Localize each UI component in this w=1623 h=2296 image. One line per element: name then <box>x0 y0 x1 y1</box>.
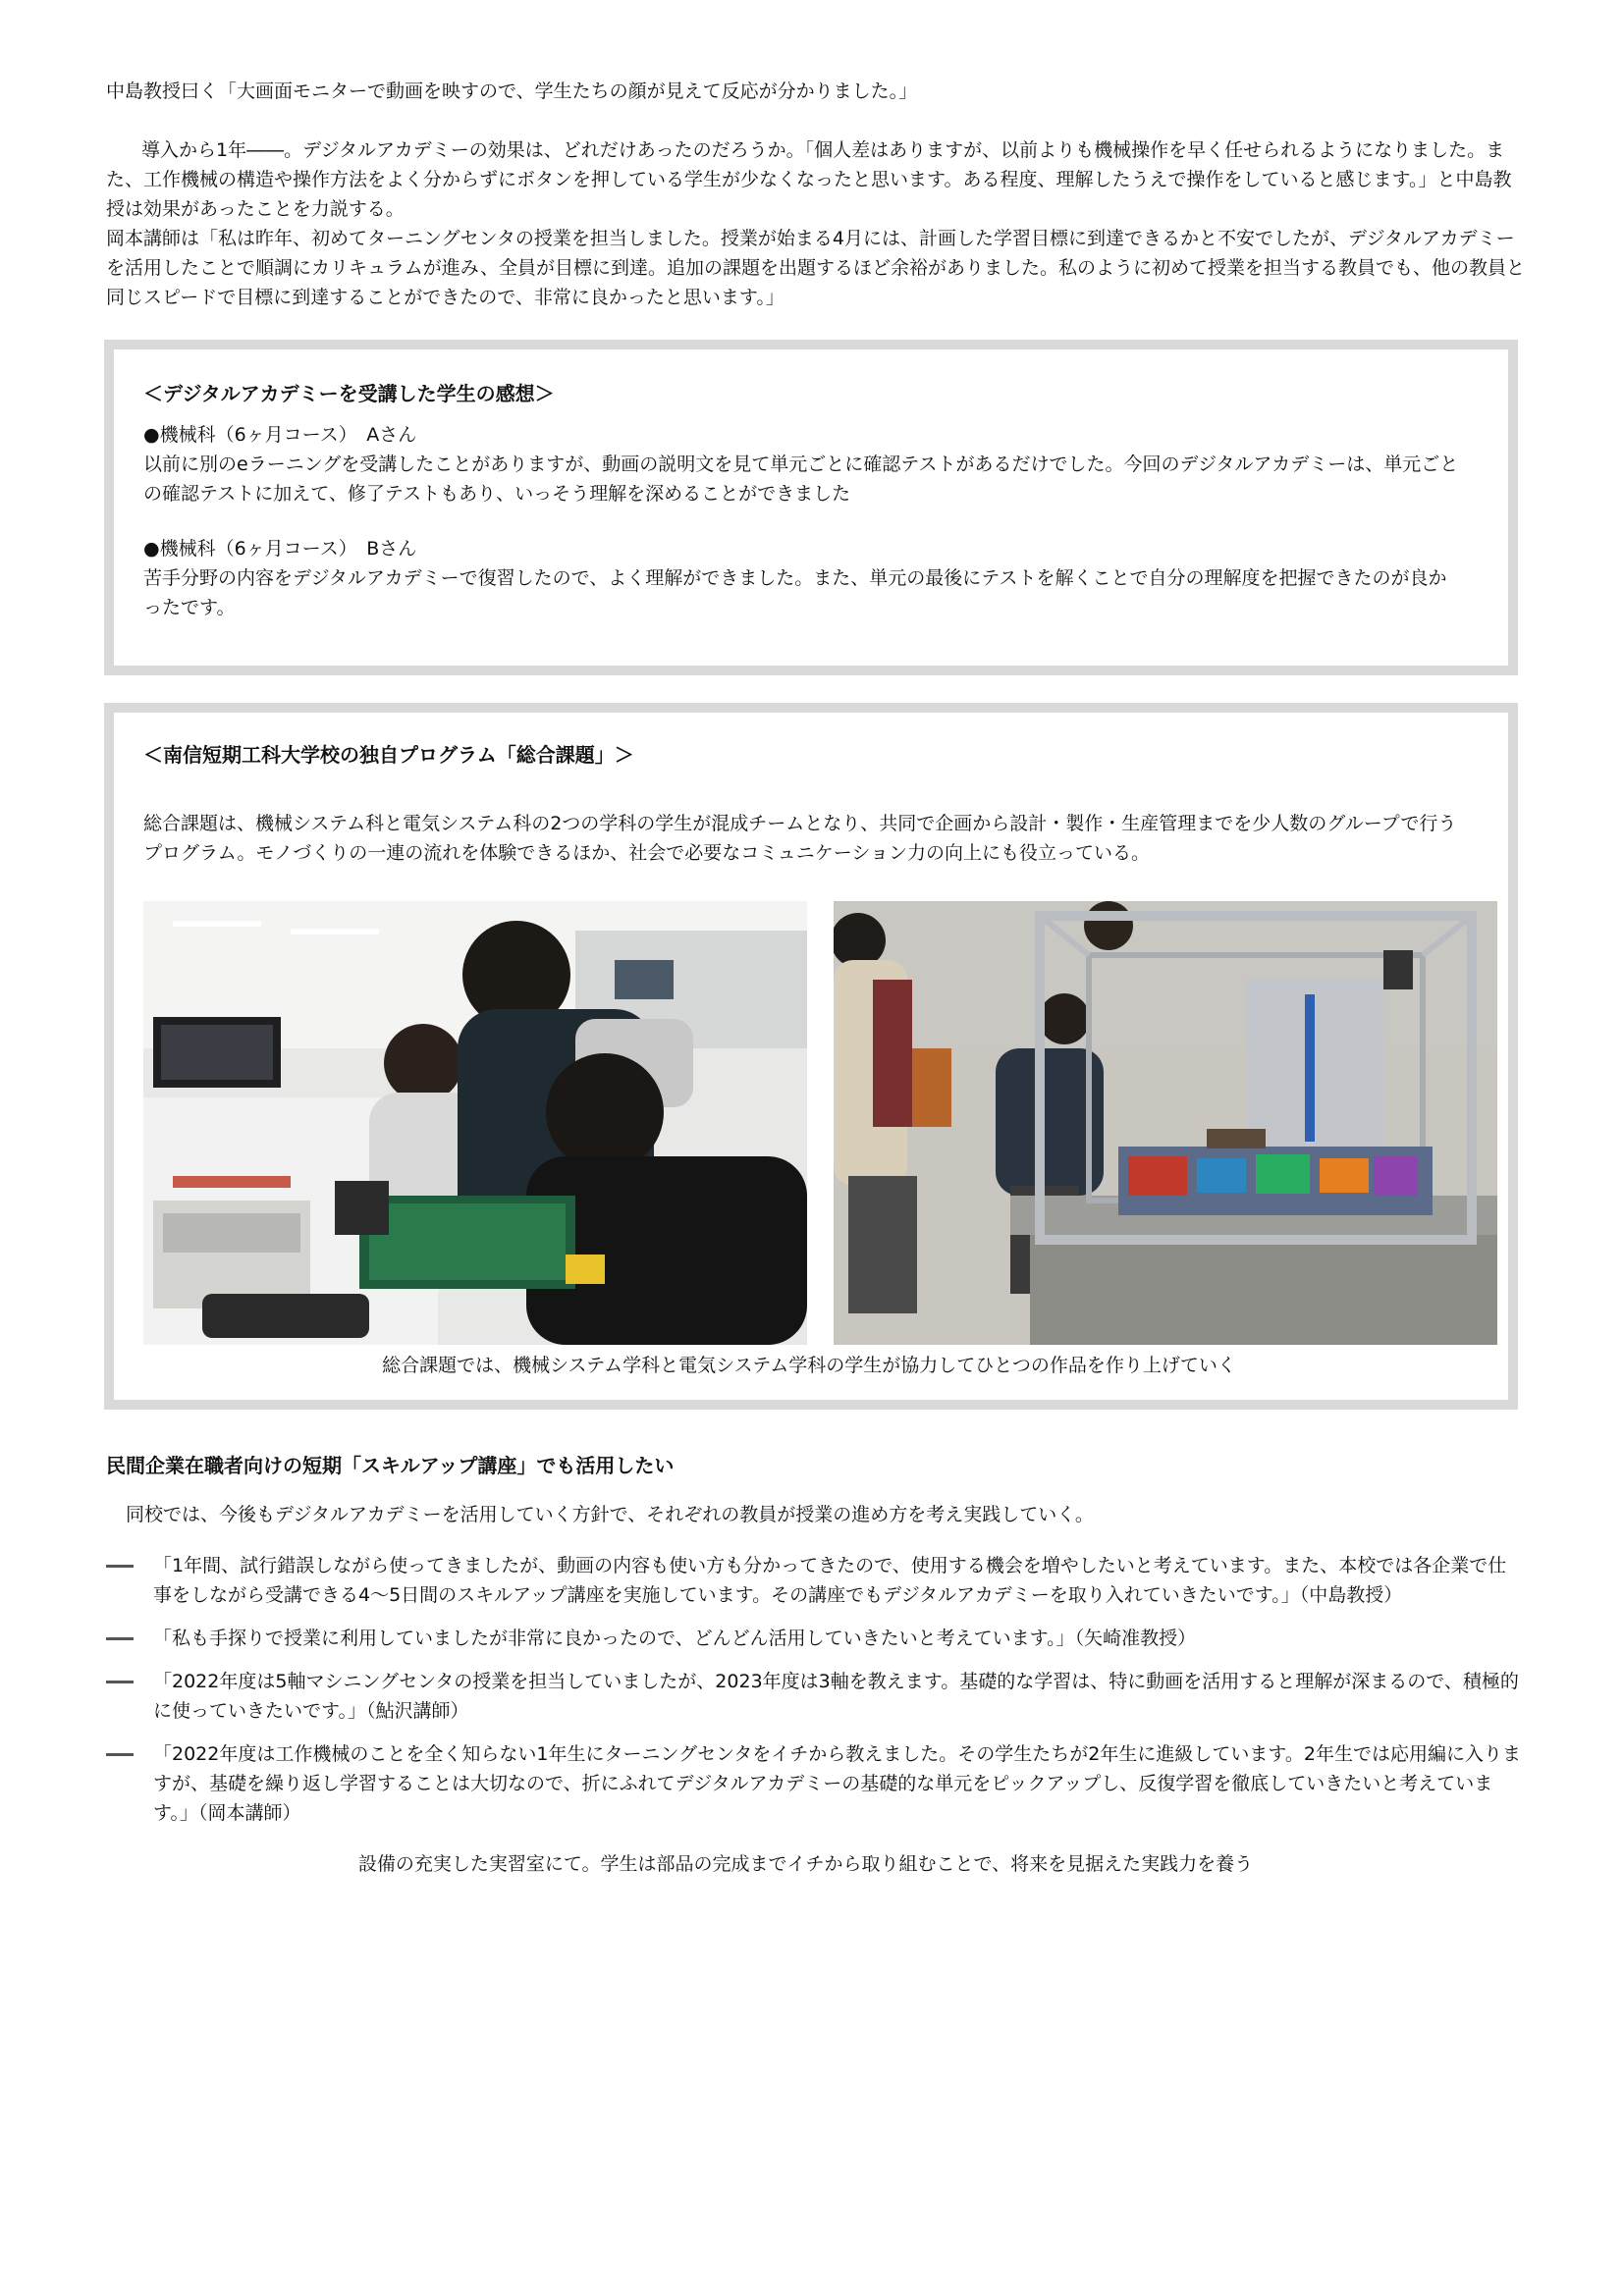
quote-text: 「1年間、試行錯誤しながら使ってきましたが、動画の内容も使い方も分かってきたので、使用する機会を増やしたいと考えています。また、本校では各企業で仕事をしながら受講できる4～5日間のスキルアップ講座を実施しています。その講座でもデジタルアカデミーを取り入れていきたいです。」（中島教授） <box>153 1555 1507 1606</box>
photo-students-working <box>143 901 807 1345</box>
skillup-lead: 同校では、今後もデジタルアカデミーを活用していく方針で、それぞれの教員が授業の進め方を考え実践していく。 <box>126 1504 1094 1525</box>
intro-paragraph-3: 岡本講師は「私は昨年、初めてターニングセンタの授業を担当しました。授業が始まる4月には、計画した学習目標に到達できるかと不安でしたが、デジタルアカデミーを活用したことで順調にカリキュラムが進み、全員が目標に到達。追加の課題を出題するほど余裕がありました。私のように初めて授業を担当する教員でも、他の教員と同じスピードで目標に到達することができたので、非常に良かったと思います。」 <box>106 228 1525 308</box>
intro-paragraph-1: 中島教授曰く「大画面モニターで動画を映すので、学生たちの顔が見えて反応が分かりました。」 <box>106 80 918 102</box>
skillup-section <box>106 1451 1525 1879</box>
skillup-title: 民間企業在職者向けの短期「スキルアップ講座」でも活用したい <box>106 1454 675 1477</box>
intro-text <box>106 77 1525 312</box>
student-impressions-box <box>104 340 1518 675</box>
teacher-quotes <box>106 1551 1525 1828</box>
impression-a <box>143 420 1465 508</box>
impression-b <box>143 534 1465 622</box>
teacher-quote <box>106 1667 1525 1726</box>
program-box <box>104 703 1518 1410</box>
dash-marker <box>106 1753 134 1756</box>
impression-b-label: ●機械科（6ヶ月コース） Bさん <box>143 538 417 560</box>
dash-marker <box>106 1637 134 1640</box>
dash-marker <box>106 1565 134 1568</box>
teacher-quote <box>106 1624 1525 1653</box>
teacher-quote <box>106 1739 1525 1828</box>
impression-a-label: ●機械科（6ヶ月コース） Aさん <box>143 424 417 446</box>
teacher-quote <box>106 1551 1525 1610</box>
bottom-caption: 設備の充実した実習室にて。学生は部品の完成までイチから取り組むことで、将来を見据えた実践力を養う <box>357 1853 1254 1875</box>
quote-text: 「私も手探りで授業に利用していましたが非常に良かったので、どんどん活用していきたいと考えています。」（矢崎准教授） <box>153 1628 1197 1649</box>
dash-marker <box>106 1681 134 1683</box>
quote-text: 「2022年度は工作機械のことを全く知らない1年生にターニングセンタをイチから教えました。その学生たちが2年生に進級しています。2年生では応用編に入りますが、基礎を繰り返し学習することは大切なので、折にふれてデジタルアカデミーの基礎的な単元をピックアップし、反復学習を徹底していきたいと考えています。」（岡本講師） <box>153 1743 1521 1824</box>
quote-text: 「2022年度は5軸マシニングセンタの授業を担当していましたが、2023年度は3軸を教えます。基礎的な学習は、特に動画を活用すると理解が深まるので、積極的に使っていきたいです。」（鮎沢講師） <box>153 1671 1519 1722</box>
intro-paragraph-2: 導入から1年――。デジタルアカデミーの効果は、どれだけあったのだろうか。「個人差はありますが、以前よりも機械操作を早く任せられるようになりました。また、工作機械の構造や操作方法をよく分からずにボタンを押している学生が少なくなったと思います。ある程度、理解したうえで操作をしていると感じます。」と中島教授は効果があったことを力説する。 <box>106 139 1512 220</box>
impression-b-text: 苦手分野の内容をデジタルアカデミーで復習したので、よく理解ができました。また、単元の最後にテストを解くことで自分の理解度を把握できたのが良かったです。 <box>143 567 1447 618</box>
impressions-title: ＜デジタルアカデミーを受講した学生の感想＞ <box>143 382 555 405</box>
program-text: 総合課題は、機械システム科と電気システム科の2つの学科の学生が混成チームとなり、共同で企画から設計・製作・生産管理までを少人数のグループで行うプログラム。モノづくりの一連の流れを体験できるほか、社会で必要なコミュニケーション力の向上にも役立っている。 <box>143 813 1457 864</box>
photo-caption: 総合課題では、機械システム学科と電気システム学科の学生が協力してひとつの作品を作り上げていく <box>382 1355 1236 1376</box>
program-title: ＜南信短期工科大学校の独自プログラム「総合課題」＞ <box>143 743 634 767</box>
photo-project-machine <box>834 901 1497 1345</box>
program-photos <box>143 901 1475 1345</box>
impression-a-text: 以前に別のeラーニングを受講したことがありますが、動画の説明文を見て単元ごとに確認テストがあるだけでした。今回のデジタルアカデミーは、単元ごとの確認テストに加えて、修了テストもあり、いっそう理解を深めることができました <box>143 454 1459 505</box>
